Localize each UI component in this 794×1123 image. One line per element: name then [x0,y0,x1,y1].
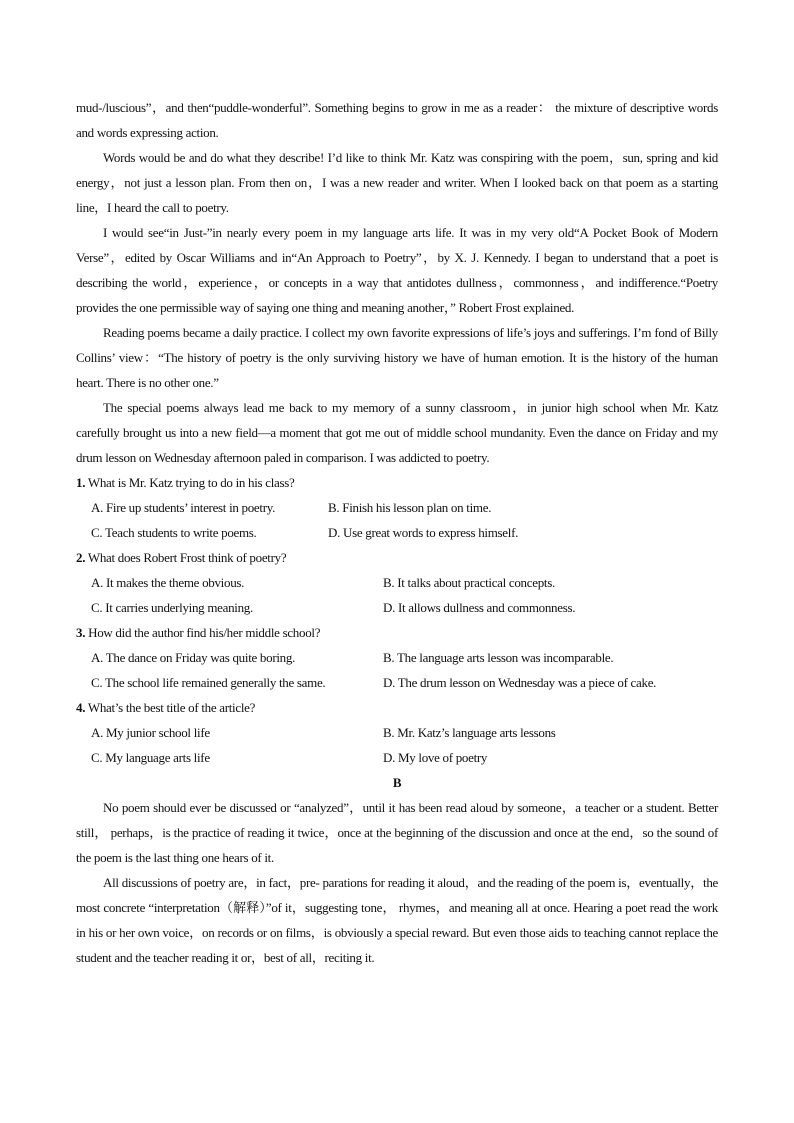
option-a: A. My junior school life [91,725,210,740]
option-a: A. It makes the theme obvious. [91,575,245,590]
paragraph: No poem should ever be discussed or “analyzed”，until it has been read aloud by someone，a teacher or a student. Better still， perhaps，is the practice of reading it twice，once at the beginning of the discussion and once at the end，so the sound of the poem is the last thing one hears of it. [76,800,718,865]
question-4 [76,695,718,770]
option-d: D. Use great words to express himself. [328,525,519,540]
question-text: What is Mr. Katz trying to do in his class? [87,475,295,490]
paragraph: The special poems always lead me back to my memory of a sunny classroom，in junior high school when Mr. Katz carefully brought us into a new field—a moment that got me out of middle school mundanity. Even the dance on Friday and my drum lesson on Wednesday afternoon paled in comparison. I was addicted to poetry. [76,400,718,465]
option-d: D. My love of poetry [383,750,488,765]
option-b: B. Finish his lesson plan on time. [328,500,492,515]
option-d: D. It allows dullness and commonness. [383,600,576,615]
option-b: B. It talks about practical concepts. [383,575,555,590]
option-c: C. My language arts life [91,750,210,765]
question-1 [76,470,718,545]
paragraph: All discussions of poetry are，in fact，pre- parations for reading it aloud，and the reading of the poem is，eventually，the most concrete “interpretation（解释）”of it，suggesting tone， rhymes，and meaning all at once. Hearing a poet read the work in his or her own voice，on records or on films，is obviously a special reward. But even those aids to teaching cannot replace the student and the teacher reading it or，best of all，reciting it. [76,875,718,965]
option-a: A. Fire up students’ interest in poetry. [91,500,276,515]
paragraph: Words would be and do what they describe! I’d like to think Mr. Katz was conspiring with the poem，sun, spring and kid energy，not just a lesson plan. From then on，I was a new reader and writer. When I looked back on that poem as a starting line，I heard the call to poetry. [76,150,718,215]
question-text: How did the author find his/her middle school? [88,625,321,640]
question-number: 4. [76,700,86,715]
question-text: What’s the best title of the article? [87,700,256,715]
paragraph: Reading poems became a daily practice. I collect my own favorite expressions of life’s joys and sufferings. I’m fond of Billy Collins’ view：“The history of poetry is the only surviving history we have of human emotion. It is the history of the human heart. There is no other one.” [76,325,718,390]
question-3 [76,620,718,695]
document-page [76,95,718,970]
paragraph: I would see“in Just-”in nearly every poem in my language arts life. It was in my very old“A Pocket Book of Modern Verse”，edited by Oscar Williams and in“An Approach to Poetry”，by X. J. Kennedy. I began to understand that a poet is describing the world，experience，or concepts in a way that antidotes dullness，commonness，and indifference.“Poetry provides the one permissible way of saying one thing and meaning another，” Robert Frost explained. [76,225,718,315]
question-text: What does Robert Frost think of poetry? [87,550,287,565]
question-2 [76,545,718,620]
option-c: C. Teach students to write poems. [91,525,257,540]
option-d: D. The drum lesson on Wednesday was a piece of cake. [383,675,657,690]
option-c: C. The school life remained generally the same. [91,675,326,690]
section-heading: B [392,775,402,790]
option-a: A. The dance on Friday was quite boring. [91,650,296,665]
option-c: C. It carries underlying meaning. [91,600,253,615]
paragraph: mud-/luscious”，and then“puddle-wonderful”. Something begins to grow in me as a reader： the mixture of descriptive words and words expressing action. [76,100,718,140]
option-b: B. The language arts lesson was incomparable. [383,650,614,665]
question-number: 3. [76,625,86,640]
question-number: 1. [76,475,86,490]
question-number: 2. [76,550,86,565]
option-b: B. Mr. Katz’s language arts lessons [383,725,556,740]
